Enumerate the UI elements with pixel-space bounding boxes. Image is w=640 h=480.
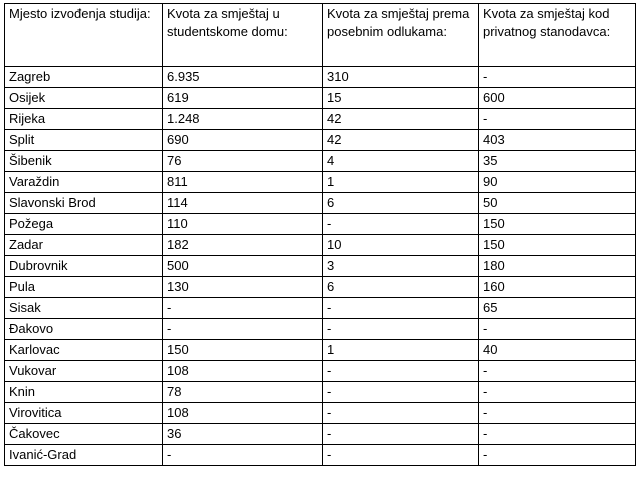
cell-dorm-quota: 690 <box>163 130 323 151</box>
cell-dorm-quota: 108 <box>163 403 323 424</box>
cell-private-quota: - <box>479 109 636 130</box>
cell-private-quota: 90 <box>479 172 636 193</box>
table-row <box>5 424 636 445</box>
cell-dorm-quota: 6.935 <box>163 67 323 88</box>
cell-private-quota: 40 <box>479 340 636 361</box>
cell-private-quota: 150 <box>479 235 636 256</box>
cell-private-quota: - <box>479 67 636 88</box>
cell-dorm-quota: 150 <box>163 340 323 361</box>
table-row <box>5 445 636 466</box>
header-private-quota: Kvota za smještaj kod privatnog stanodavca: <box>479 4 636 67</box>
table-row <box>5 130 636 151</box>
cell-special-quota: 15 <box>323 88 479 109</box>
cell-dorm-quota: - <box>163 319 323 340</box>
quota-table <box>4 3 636 466</box>
cell-dorm-quota: 130 <box>163 277 323 298</box>
cell-dorm-quota: 500 <box>163 256 323 277</box>
header-dorm-quota: Kvota za smještaj u studentskome domu: <box>163 4 323 67</box>
table-row <box>5 151 636 172</box>
cell-special-quota: - <box>323 445 479 466</box>
cell-special-quota: - <box>323 298 479 319</box>
table-row <box>5 172 636 193</box>
header-special-quota: Kvota za smještaj prema posebnim odlukama: <box>323 4 479 67</box>
table-row <box>5 340 636 361</box>
cell-dorm-quota: 619 <box>163 88 323 109</box>
cell-private-quota: - <box>479 445 636 466</box>
cell-location: Dubrovnik <box>5 256 163 277</box>
table-row <box>5 214 636 235</box>
cell-special-quota: 6 <box>323 193 479 214</box>
cell-dorm-quota: - <box>163 445 323 466</box>
cell-dorm-quota: - <box>163 298 323 319</box>
cell-location: Požega <box>5 214 163 235</box>
cell-dorm-quota: 36 <box>163 424 323 445</box>
cell-private-quota: 35 <box>479 151 636 172</box>
cell-location: Split <box>5 130 163 151</box>
cell-dorm-quota: 1.248 <box>163 109 323 130</box>
cell-special-quota: 3 <box>323 256 479 277</box>
cell-special-quota: 1 <box>323 340 479 361</box>
cell-private-quota: 65 <box>479 298 636 319</box>
table-body <box>5 67 636 466</box>
cell-location: Pula <box>5 277 163 298</box>
cell-private-quota: - <box>479 424 636 445</box>
cell-location: Varaždin <box>5 172 163 193</box>
cell-dorm-quota: 78 <box>163 382 323 403</box>
cell-location: Zagreb <box>5 67 163 88</box>
table-row <box>5 235 636 256</box>
cell-special-quota: - <box>323 424 479 445</box>
table-row <box>5 88 636 109</box>
cell-location: Đakovo <box>5 319 163 340</box>
table-row <box>5 319 636 340</box>
table-row <box>5 403 636 424</box>
cell-dorm-quota: 114 <box>163 193 323 214</box>
cell-location: Slavonski Brod <box>5 193 163 214</box>
cell-private-quota: - <box>479 361 636 382</box>
cell-private-quota: 180 <box>479 256 636 277</box>
cell-private-quota: 150 <box>479 214 636 235</box>
cell-dorm-quota: 108 <box>163 361 323 382</box>
cell-location: Knin <box>5 382 163 403</box>
cell-special-quota: - <box>323 403 479 424</box>
table-row <box>5 109 636 130</box>
cell-location: Šibenik <box>5 151 163 172</box>
cell-special-quota: 1 <box>323 172 479 193</box>
cell-special-quota: - <box>323 382 479 403</box>
cell-special-quota: - <box>323 214 479 235</box>
cell-location: Virovitica <box>5 403 163 424</box>
cell-location: Zadar <box>5 235 163 256</box>
cell-location: Čakovec <box>5 424 163 445</box>
header-row <box>5 4 636 67</box>
table-row <box>5 361 636 382</box>
cell-dorm-quota: 76 <box>163 151 323 172</box>
cell-location: Karlovac <box>5 340 163 361</box>
cell-special-quota: 42 <box>323 109 479 130</box>
cell-private-quota: 50 <box>479 193 636 214</box>
cell-location: Rijeka <box>5 109 163 130</box>
cell-special-quota: 42 <box>323 130 479 151</box>
cell-private-quota: - <box>479 319 636 340</box>
cell-private-quota: 403 <box>479 130 636 151</box>
cell-dorm-quota: 110 <box>163 214 323 235</box>
cell-dorm-quota: 811 <box>163 172 323 193</box>
cell-special-quota: 6 <box>323 277 479 298</box>
table-row <box>5 277 636 298</box>
cell-private-quota: - <box>479 382 636 403</box>
table-row <box>5 382 636 403</box>
header-location: Mjesto izvođenja studija: <box>5 4 163 67</box>
table-row <box>5 193 636 214</box>
cell-private-quota: 160 <box>479 277 636 298</box>
cell-location: Ivanić-Grad <box>5 445 163 466</box>
cell-special-quota: 10 <box>323 235 479 256</box>
cell-location: Sisak <box>5 298 163 319</box>
cell-private-quota: 600 <box>479 88 636 109</box>
table-row <box>5 67 636 88</box>
cell-location: Osijek <box>5 88 163 109</box>
cell-private-quota: - <box>479 403 636 424</box>
table-row <box>5 298 636 319</box>
cell-location: Vukovar <box>5 361 163 382</box>
cell-special-quota: - <box>323 319 479 340</box>
cell-special-quota: 4 <box>323 151 479 172</box>
cell-dorm-quota: 182 <box>163 235 323 256</box>
cell-special-quota: - <box>323 361 479 382</box>
table-row <box>5 256 636 277</box>
cell-special-quota: 310 <box>323 67 479 88</box>
